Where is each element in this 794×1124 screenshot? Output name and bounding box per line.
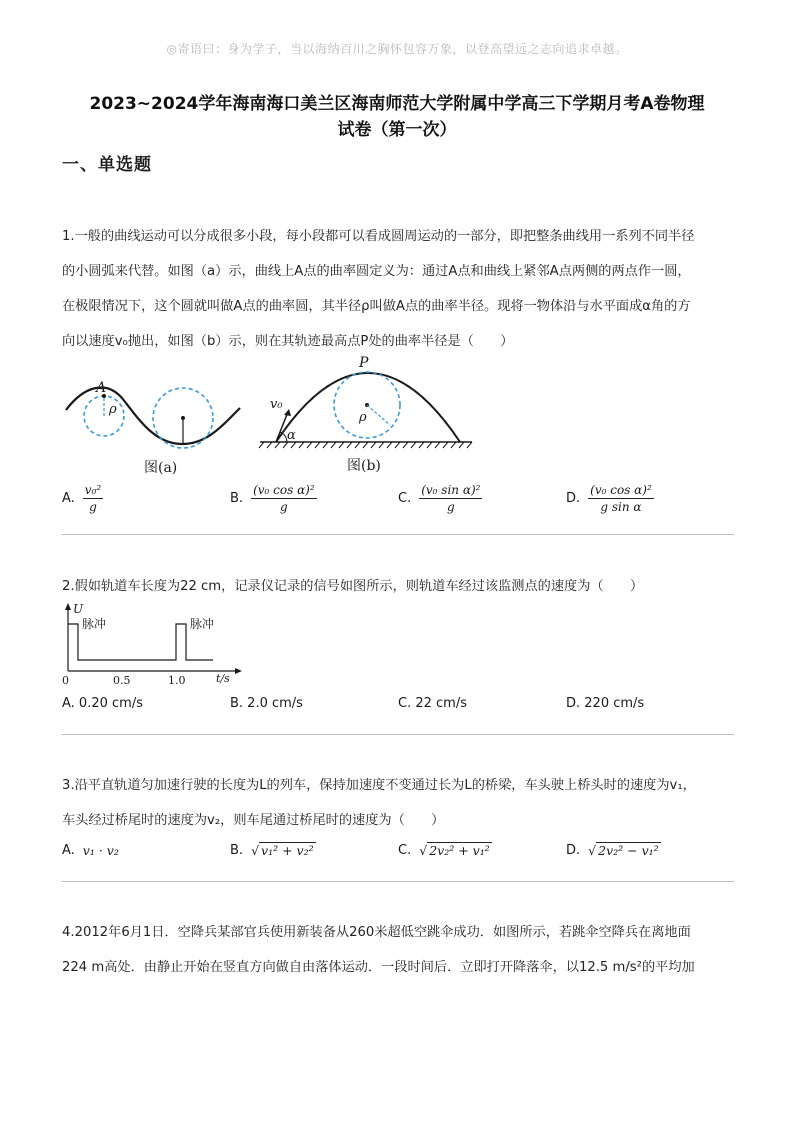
q1-option-a-den: g [89, 499, 97, 514]
figure-a-radius-label: ρ [109, 402, 117, 417]
q2-pulse-label-1: 脉冲 [82, 617, 107, 631]
figure-b-radius-label: ρ [359, 410, 367, 425]
q4-line-2: 224 m高处．由静止开始在竖直方向做自由落体运动．一段时间后．立即打开降落伞，以12.5 m/s²的平均加 [62, 960, 695, 975]
figure-a-caption: 图(a) [144, 460, 178, 476]
figure-b-angle-label: α [287, 428, 296, 443]
q1-line-3: 在极限情况下，这个圆就叫做A点的曲率圆，其半径ρ叫做A点的曲率半径。现将一物体沿与水平面成α角的方 [62, 299, 691, 314]
q3-line-1: 3.沿平直轨道匀加速行驶的长度为L的列车，保持加速度不变通过长为L的桥梁，车头驶上桥头时的速度为v₁， [62, 778, 696, 793]
q1-option-d-formula [588, 483, 654, 514]
q2-y-axis-arrow [65, 603, 71, 610]
q2-tick-0-5: 0.5 [113, 674, 131, 687]
figure-b-radius-line [367, 405, 390, 425]
q1-option-b[interactable] [230, 483, 317, 513]
q2-option-d[interactable]: D. 220 cm/s [566, 695, 645, 711]
q1-option-d-num: (v₀ cos α)² [590, 482, 652, 497]
question-4-text [62, 915, 738, 985]
q3-line-2: 车头经过桥尾时的速度为v₂，则车尾通过桥尾时的速度为（ ） [62, 813, 445, 828]
q3-option-b-expr: v₁² + v₂² [261, 843, 314, 858]
figure-b-arrowhead [284, 409, 291, 416]
q1-option-d-label: D. [566, 490, 581, 506]
divider-2 [62, 734, 734, 735]
q2-option-b[interactable]: B. 2.0 cm/s [230, 695, 303, 711]
q1-option-c-label: C. [398, 490, 412, 506]
q3-option-d-label: D. [566, 842, 581, 858]
q1-options [62, 483, 742, 513]
figure-b-caption: 图(b) [347, 458, 381, 474]
q3-option-c-expr: 2v₂² + v₁² [429, 843, 490, 858]
q1-line-2: 的小圆弧来代替。如图（a）示，曲线上A点的曲率圆定义为：通过A点和曲线上紧邻A点两侧的两点作一圆， [62, 264, 691, 279]
figure-b-trajectory [276, 373, 460, 442]
q1-option-c-formula [419, 483, 482, 514]
question-3-text [62, 768, 738, 838]
q2-option-c[interactable]: C. 22 cm/s [398, 695, 467, 711]
q1-option-b-label: B. [230, 490, 244, 506]
q3-option-a[interactable] [62, 835, 119, 865]
q1-option-b-num: (v₀ cos α)² [253, 482, 315, 497]
q1-option-d[interactable] [566, 483, 654, 513]
q3-options [62, 835, 742, 865]
figure-a [62, 372, 252, 482]
q3-option-c-label: C. [398, 842, 412, 858]
title-line-1: 2023~2024学年海南海口美兰区海南师范大学附属中学高三下学期月考A卷物理 [89, 94, 705, 114]
q1-option-d-den: g sin α [600, 499, 642, 514]
page-title [30, 91, 764, 143]
q2-pulse-label-2: 脉冲 [190, 617, 215, 631]
q2-signal-graph [58, 601, 244, 689]
q1-option-a-formula [83, 483, 103, 514]
figure-b-point-label: P [359, 355, 369, 371]
header-motto: ◎寄语曰：身为学子，当以海纳百川之胸怀包容万象，以登高望远之志向追求卓越。 [166, 42, 628, 56]
section-heading: 一、单选题 [62, 155, 152, 175]
q2-option-a[interactable]: A. 0.20 cm/s [62, 695, 143, 711]
q3-option-b-label: B. [230, 842, 244, 858]
q1-option-a[interactable] [62, 483, 103, 513]
sqrt-symbol: √ [251, 842, 260, 858]
figure-a-curve [66, 388, 240, 444]
divider-3 [62, 881, 734, 882]
figure-b [258, 352, 476, 482]
q2-y-label: U [73, 602, 84, 616]
q1-line-1: 1.一般的曲线运动可以分成很多小段，每小段都可以看成圆周运动的一部分，即把整条曲线用一系列不同半径 [62, 229, 695, 244]
q3-option-d[interactable] [566, 835, 661, 865]
q2-x-axis-arrow [235, 668, 242, 674]
sqrt-symbol: √ [419, 842, 428, 858]
figure-a-point-label: A [96, 380, 107, 396]
q2-tick-1-0: 1.0 [168, 674, 186, 687]
figure-b-velocity-label: v₀ [270, 397, 283, 412]
q3-option-b[interactable] [230, 835, 316, 865]
q3-option-d-expr: 2v₂² − v₁² [598, 843, 659, 858]
q1-option-c-den: g [446, 499, 455, 514]
question-1-text [62, 219, 738, 359]
q2-options [62, 688, 742, 718]
q2-origin-label: 0 [62, 674, 69, 687]
q3-option-a-expr: v₁ · v₂ [82, 842, 119, 858]
q1-option-b-den: g [280, 499, 288, 514]
q1-option-c[interactable] [398, 483, 482, 513]
question-2-text: 2.假如轨道车长度为22 cm，记录仪记录的信号如图所示，则轨道车经过该监测点的速度为（ ） [62, 579, 644, 594]
divider-1 [62, 534, 734, 535]
q3-option-c[interactable] [398, 835, 492, 865]
q1-option-b-formula [251, 483, 317, 514]
q1-option-a-label: A. [62, 490, 75, 506]
sqrt-symbol: √ [588, 842, 597, 858]
q1-line-4: 向以速度v₀抛出，如图（b）示，则在其轨迹最高点P处的曲率半径是（ ） [62, 334, 514, 349]
q1-option-a-num: v₀² [84, 482, 102, 497]
q4-line-1: 4.2012年6月1日．空降兵某部官兵使用新装备从260米超低空跳伞成功．如图所示，若跳伞空降兵在离地面 [62, 925, 691, 940]
q1-option-c-num: (v₀ sin α)² [421, 482, 481, 497]
q3-option-a-label: A. [62, 842, 75, 858]
q2-x-label: t/s [216, 672, 230, 685]
title-line-2: 试卷（第一次） [337, 120, 457, 140]
